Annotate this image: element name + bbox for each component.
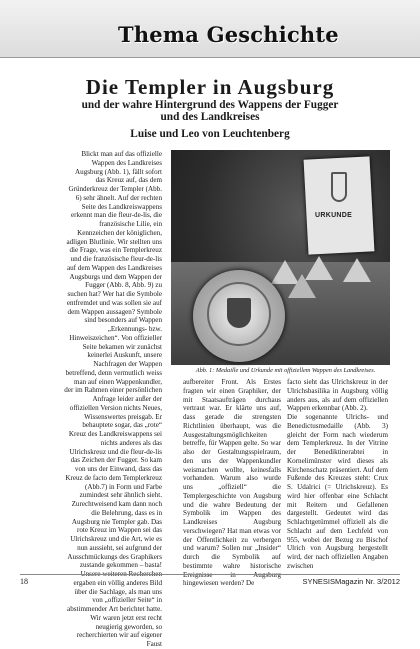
certificate-emblem-icon <box>331 172 347 202</box>
figure-caption: Abb. 1: Medaille und Urkunde mit offiziellem Wappen des Landkreises. <box>195 367 376 374</box>
article-text-left: Blickt man auf das offizielle Wappen des Landkreises Augsburg (Abb. 1), fällt sofort das Kreuz auf, das dem Gründerkreuz der Templer (Abb. 6) sehr ähnelt. Auf der rechten Seite des Landkreiswappens erkennt man die fleur-de-lis, die französische Lilie, ein Kennzeichen der königlichen, adligen Blutlinie. Wir stellten uns die Frage, was ein Templerkreuz und die französische fleur-de-lis auf dem Wappen des Landkreises Augsburgs und dem Wappen der Fugger (Abb. 8, Abb. 9) zu suchen hat? Wer hat die Symbole entfremdet und was sollen sie auf dem Wappen aussagen? Symbole sind besonders auf Wappen „Erkennungs- bzw. Hinweiszeichen“. Von offizieller Seite bekamen wir zunächst keinerlei Auskunft, unsere Nachfragen der Wappen betreffend, denn vermutlich weiss man auf einen Wappenkundler, der im Rahmen einer persönlichen Anfrage leider außer der offiziellen Version nichts Neues, Wissenswertes preisgab. Er behauptete sogar, das „rote“ Kreuz des Landkreiswappens sei nichts anderes als das Ulrichskreuz und die fleur-de-lis das Zeichen der Fugger. So kam von uns der Einwand, dass das Kreuz de facto dem Templerkreuz (Abb.7) in Form und Farbe zumindest sehr ähnlich sieht. Zurechtweisend kam dann noch die Belehrung, dass es in Augsburg nie Templer gab. Das rote Kreuz im Wappen sei das Ulrichskreuz und die Art, wie es nun aussieht, sei aufgrund der Ausschmückungs des Graphikers zustande gekommen – basta! Unsere weiteren Recherchen ergaben ein völlig anderes Bild über die Sachlage, als man uns von „offizieller Seite“ in abstimmender Art berichtet hatte. Wir waren jetzt erst recht neugierig geworden, so recherchierten wir auf eigener Faust <box>64 150 162 648</box>
footer-divider <box>20 574 400 575</box>
article-subtitle: und der wahre Hintergrund des Wappens der Fugger und des Landkreises <box>81 99 339 123</box>
magazine-label: SYNESISMagazin Nr. 3/2012 <box>302 577 400 586</box>
article-column-middle <box>183 378 281 588</box>
article-column-right <box>287 378 388 571</box>
page-number: 18 <box>20 577 28 586</box>
medal-certificate-photo <box>171 150 390 365</box>
article-authors: Luise und Leo von Leuchtenberg <box>130 128 290 140</box>
article-text-middle: aufbereiter Front. Als Erstes fragten wir einen Graphiker, der mit Staatsaufträgen durchaus vertraut war. Er klärte uns auf, dass gerade die strengsten Richtlinien überhaupt, was die Ausgestaltungsmöglichkeiten betreffe, für Wappen gelte. So war also der Gestaltungsspielraum, den uns der Wappenkundler weismachen wollte, keinesfalls vorhanden. Warum also wurde uns „offiziell“ die Templergeschichte von Augsburg und die wahre Bedeutung der Symbolik im Wappen des Landkreises Augsburg verschwiegen? Hat man etwas vor der Öffentlichkeit zu verbergen und warum? Sollen nur „Insider“ durch die Symbolik auf bestimmte wahre historische Ereignisse in Augsburg hingewiesen werden? De <box>183 378 281 588</box>
pyramid-award-icon <box>343 258 371 282</box>
pyramid-award-icon <box>288 274 316 298</box>
article-text-right: facto sieht das Ulrichskreuz in der Ulrichsbasilika in Augsburg völlig anders aus, als auf dem offiziellen Wappen erkennbar (Abb. 2). Die sogenannte Ulrichs- und Benedictusmedaille (Abb. 3) gleicht der Form nach wiederum dem Templerkreuz. In der Vitrine der Benediktinerabtei in Kornelimünster wird dieses als Kirchenschatz präsentiert. Auf dem Fußende des Kreuzes steht: Crux S. Udalrici (= Ulrichskreuz). Es wird hier offenbar eine Schlacht mit Reitern und Gefallenen dargestellt. Gedeutet wird das Schlachtgetümmel offiziell als die Schlacht auf dem Lechfeld von 955, wobei der Bezug zu Bischof Ulrich von Augsburg hergestellt wird, der nach offiziellen Angaben zwischen <box>287 378 388 570</box>
section-title: Thema Geschichte <box>118 22 339 47</box>
article-title: Die Templer in Augsburg <box>85 75 335 99</box>
coat-of-arms-icon <box>227 298 251 328</box>
certificate-label: URKUNDE <box>315 212 353 219</box>
